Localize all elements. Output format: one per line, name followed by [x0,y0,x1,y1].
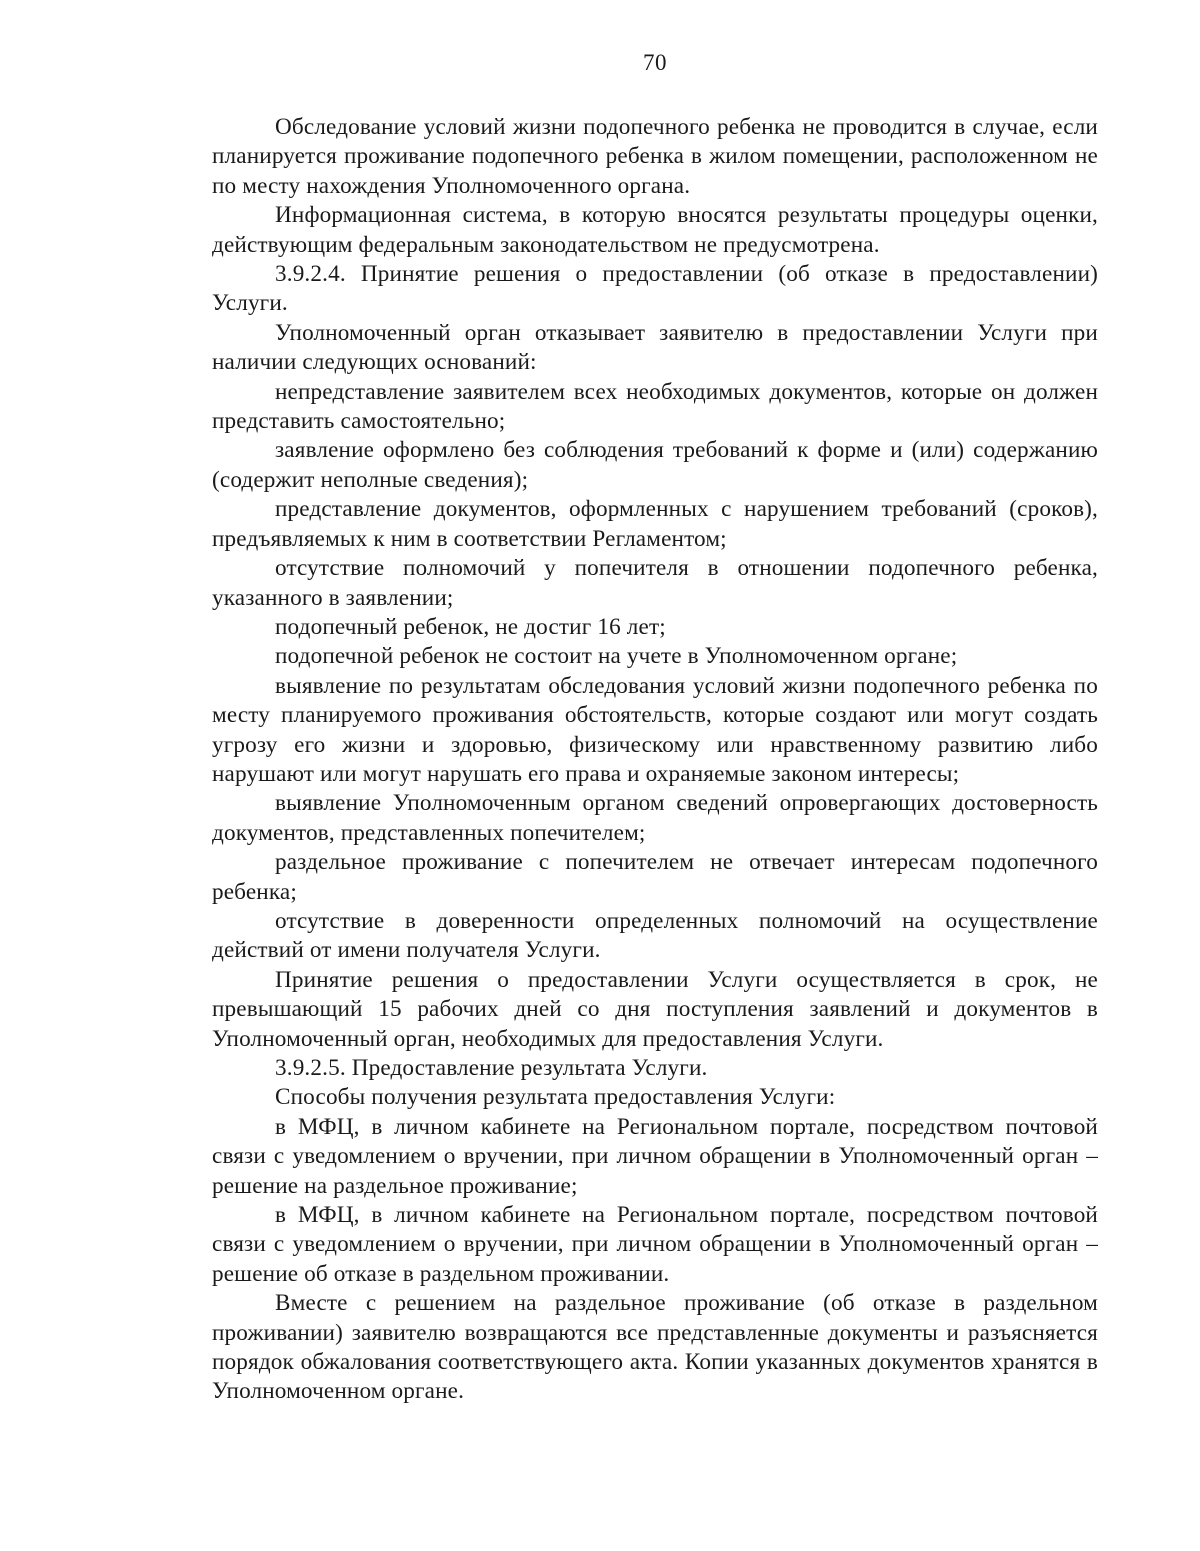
list-item: непредставление заявителем всех необходимых документов, которые он должен представить самостоятельно; [212,378,1098,435]
list-item: в МФЦ, в личном кабинете на Региональном портале, посредством почтовой связи с уведомлением о вручении, при личном обращении в Уполномоченный орган – решение об отказе в раздельном проживании. [212,1202,1098,1287]
paragraph: Обследование условий жизни подопечного ребенка не проводится в случае, если планируется проживание подопечного ребенка в жилом помещении, расположенном не по месту нахождения Уполномоченного органа. [212,114,1098,199]
paragraph: Вместе с решением на раздельное проживание (об отказе в раздельном проживании) заявителю возвращаются все представленные документы и разъясняется порядок обжалования соответствующего акта. Копии указанных документов хранятся в Уполномоченном органе. [212,1290,1098,1405]
section-heading: 3.9.2.4. Принятие решения о предоставлении (об отказе в предоставлении) Услуги. [212,261,1098,317]
list-item: отсутствие полномочий у попечителя в отношении подопечного ребенка, указанного в заявлении; [212,555,1098,611]
list-item: выявление по результатам обследования условий жизни подопечного ребенка по месту планируемого проживания обстоятельств, которые создают или могут создать угрозу его жизни и здоровью, физическому или нравственному развитию либо нарушают или могут нарушать его права и охраняемые законом интересы; [212,672,1098,787]
list-item: выявление Уполномоченным органом сведений опровергающих достоверность документов, представленных попечителем; [212,790,1098,846]
list-item: подопечной ребенок не состоит на учете в Уполномоченном органе; [275,643,958,670]
list-item: отсутствие в доверенности определенных полномочий на осуществление действий от имени получателя Услуги. [212,907,1098,964]
list-item: заявление оформлено без соблюдения требований к форме и (или) содержанию (содержит неполные сведения); [212,437,1098,493]
paragraph: Информационная система, в которую вносятся результаты процедуры оценки, действующим федеральным законодательством не предусмотрена. [212,202,1098,258]
paragraph: Принятие решения о предоставлении Услуги осуществляется в срок, не превышающий 15 рабочих дней со дня поступления заявлений и документов в Уполномоченный орган, необходимых для предоставления Услуги. [212,966,1098,1052]
paragraph: Способы получения результата предоставления Услуги: [275,1084,836,1111]
list-item: раздельное проживание с попечителем не отвечает интересам подопечного ребенка; [212,849,1098,905]
list-item: подопечный ребенок, не достиг 16 лет; [275,613,666,640]
list-item: представление документов, оформленных с нарушением требований (сроков), предъявляемых к ним в соответствии Регламентом; [212,496,1098,552]
document-body [212,113,1098,1407]
page-number: 70 [643,50,667,75]
list-item: в МФЦ, в личном кабинете на Региональном портале, посредством почтовой связи с уведомлением о вручении, при личном обращении в Уполномоченный орган – решение на раздельное проживание; [212,1113,1098,1199]
paragraph: Уполномоченный орган отказывает заявителю в предоставлении Услуги при наличии следующих оснований: [212,319,1098,376]
section-heading: 3.9.2.5. Предоставление результата Услуги. [275,1055,708,1081]
